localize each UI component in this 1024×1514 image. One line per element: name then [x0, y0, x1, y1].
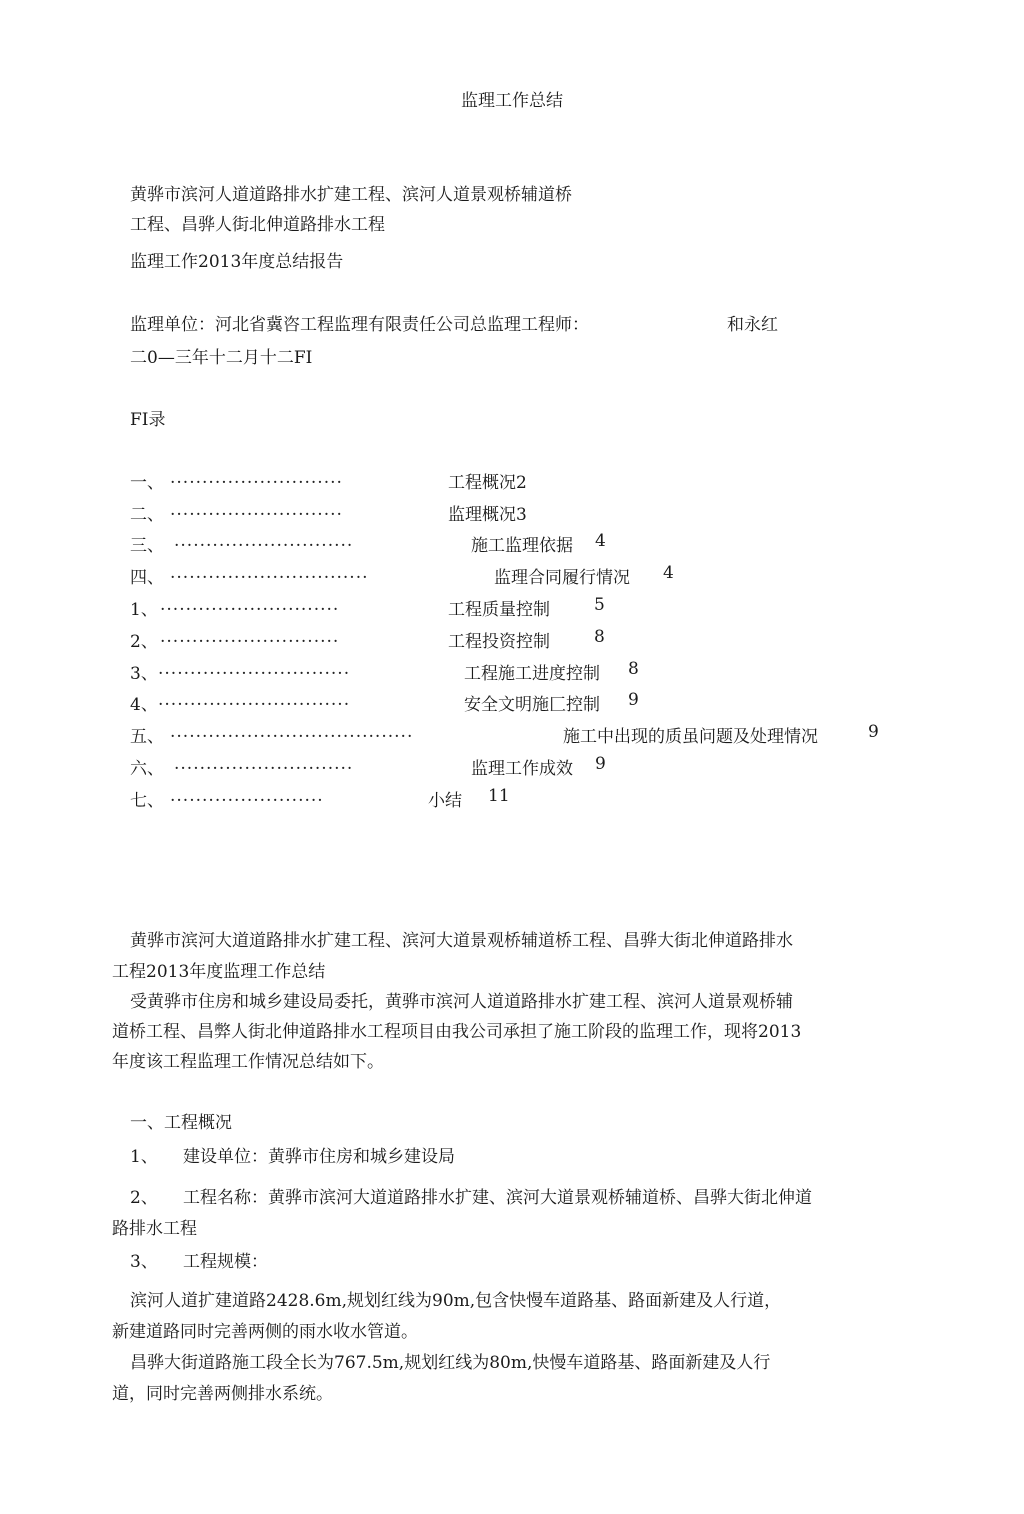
intro-line-1: 受黄骅市住房和城乡建设局委托，黄骅市滨河人道道路排水扩建工程、滨河人道景观桥辅 [130, 992, 793, 1012]
body-heading-line-1: 黄骅市滨河大道道路排水扩建工程、滨河大道景观桥辅道桥工程、昌骅大街北伸道路排水 [130, 931, 793, 951]
toc-number: 3、 [130, 664, 158, 684]
toc-leader: ............................ [160, 595, 340, 615]
intro-line-2: 道桥工程、昌弊人街北伸道路排水工程项目由我公司承担了施工阶段的监理工作，现将2013 [112, 1022, 802, 1042]
scale-paragraph-1-line-2: 新建道路同时完善两侧的雨水收水管道。 [112, 1322, 418, 1342]
toc-number: 三、 [130, 536, 164, 556]
project-name-line-1: 黄骅市滨河人道道路排水扩建工程、滨河人道景观桥辅道桥 [130, 185, 572, 205]
toc-leader: ........................... [170, 468, 343, 488]
project-name-continued: 路排水工程 [112, 1219, 197, 1239]
toc-title: 工程概况2 [448, 473, 527, 493]
toc-number: 2、 [130, 632, 158, 652]
toc-page: 5 [594, 595, 605, 615]
toc-title: 工程质量控制 [448, 600, 550, 620]
toc-number: 七、 [130, 791, 164, 811]
toc-title: 监理概况3 [448, 505, 527, 525]
toc-leader: ...................................... [170, 722, 414, 742]
toc-page: 4 [663, 563, 674, 583]
toc-number: 4、 [130, 695, 158, 715]
report-date: 二0—三年十二月十二FI [130, 348, 313, 368]
section-heading-overview: 一、工程概况 [130, 1113, 232, 1133]
toc-leader: ............................ [160, 627, 340, 647]
project-scale-label: 工程规模： [183, 1252, 268, 1272]
scale-paragraph-2-line-1: 昌骅大街道路施工段全长为767.5m,规划红线为80m,快慢车道路基、路面新建及人行 [130, 1353, 771, 1373]
toc-page: 8 [594, 627, 605, 647]
toc-leader: ............................ [174, 754, 354, 774]
body-heading-line-2: 工程2013年度监理工作总结 [112, 962, 326, 982]
toc-title: 工程施工进度控制 [464, 664, 600, 684]
toc-page: 9 [595, 754, 606, 774]
toc-leader: ........................... [170, 500, 343, 520]
toc-number: 一、 [130, 473, 164, 493]
item-number: 1、 [130, 1147, 158, 1167]
project-name: 工程名称：黄骅市滨河大道道路排水扩建、滨河大道景观桥辅道桥、昌骅大街北伸道 [183, 1188, 812, 1208]
construction-unit: 建设单位：黄骅市住房和城乡建设局 [183, 1147, 455, 1167]
toc-leader: ............................... [170, 563, 369, 583]
toc-number: 1、 [130, 600, 158, 620]
item-number: 2、 [130, 1188, 158, 1208]
scale-paragraph-1-line-1: 滨河人道扩建道路2428.6m,规划红线为90m,包含快慢车道路基、路面新建及人行道， [130, 1291, 782, 1311]
toc-title: 施工监理依据 [471, 536, 573, 556]
report-title: 监理工作2013年度总结报告 [130, 252, 344, 272]
page-title: 监理工作总结 [461, 91, 563, 111]
scale-paragraph-2-line-2: 道，同时完善两侧排水系统。 [112, 1384, 333, 1404]
toc-leader: ............................ [174, 531, 354, 551]
toc-page: 11 [488, 786, 510, 806]
toc-title: 监理工作成效 [471, 759, 573, 779]
intro-line-3: 年度该工程监理工作情况总结如下。 [112, 1052, 384, 1072]
toc-title: 小结 [428, 791, 462, 811]
toc-page: 4 [595, 531, 606, 551]
toc-heading: FI录 [130, 410, 166, 430]
toc-leader: .............................. [158, 690, 351, 710]
toc-number: 五、 [130, 727, 164, 747]
toc-page: 9 [868, 722, 879, 742]
toc-number: 六、 [130, 759, 164, 779]
project-name-line-2: 工程、昌骅人街北伸道路排水工程 [130, 215, 385, 235]
chief-engineer-name: 和永红 [727, 315, 778, 335]
supervision-unit: 监理单位：河北省冀咨工程监理有限责任公司总监理工程师： [130, 315, 589, 335]
toc-leader: .............................. [158, 659, 351, 679]
toc-title: 工程投资控制 [448, 632, 550, 652]
item-number: 3、 [130, 1252, 158, 1272]
toc-number: 二、 [130, 505, 164, 525]
toc-page: 9 [628, 690, 639, 710]
toc-leader: ........................ [170, 786, 324, 806]
toc-title: 施工中出现的质虽问题及处理情况 [563, 727, 818, 747]
toc-title: 安全文明施匚控制 [464, 695, 600, 715]
toc-number: 四、 [130, 568, 164, 588]
toc-title: 监理合同履行情况 [494, 568, 630, 588]
toc-page: 8 [628, 659, 639, 679]
